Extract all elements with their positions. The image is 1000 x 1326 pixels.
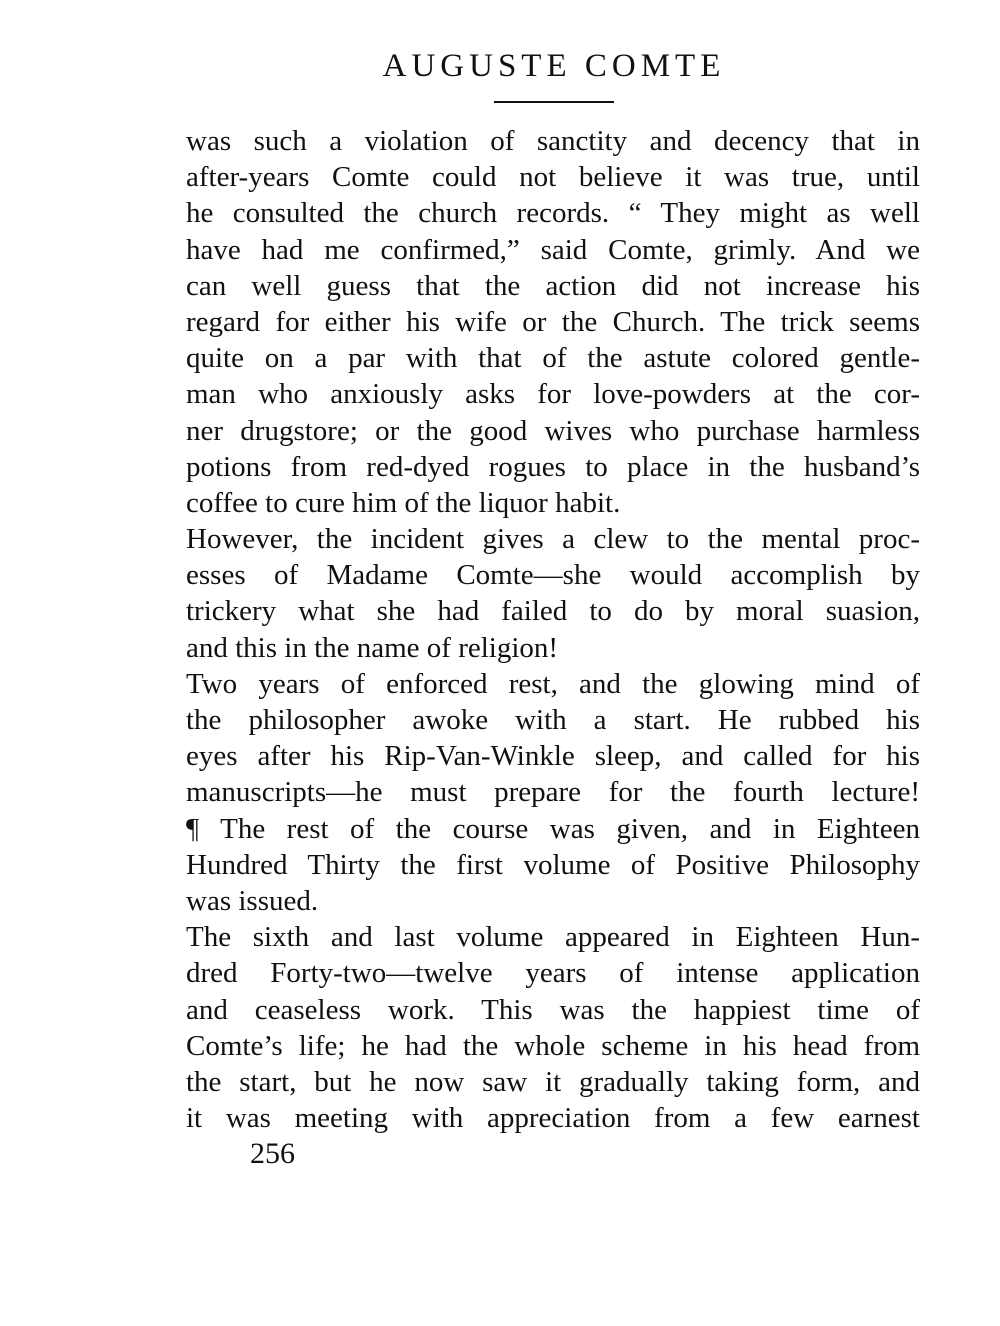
text-line: quite on a par with that of the astute colored gentle- [186,342,920,375]
text-line: the start, but he now saw it gradually taking form, and [186,1065,920,1098]
text-line: and ceaseless work. This was the happiest time of [186,993,920,1026]
text-line: can well guess that the action did not increase his [186,269,920,302]
text-line: the philosopher awoke with a start. He rubbed his [186,704,920,736]
text-line: regard for either his wife or the Church. The trick seems [186,305,920,338]
text-line: Hundred Thirty the first volume of Positive Philosophy [186,848,920,881]
text-line: ¶ The rest of the course was given, and in Eighteen [186,812,920,845]
text-line: coffee to cure him of the liquor habit. [186,486,621,519]
text-line: Comte’s life; he had the whole scheme in his head from [186,1029,920,1062]
running-title: AUGUSTE COMTE [382,48,726,84]
page-number: 256 [250,1137,295,1170]
text-line: esses of Madame Comte—she would accomplish by [186,559,920,592]
text-line: manuscripts—he must prepare for the fourth lecture! [186,776,920,809]
text-line: The sixth and last volume appeared in Eighteen Hun- [186,921,920,954]
text-line: dred Forty-two—twelve years of intense application [186,957,920,990]
text-line: However, the incident gives a clew to the mental proc- [186,523,920,556]
text-line: was issued. [186,884,319,917]
text-line: have had me confirmed,” said Comte, grimly. And we [186,233,920,266]
page-header [0,46,1000,86]
text-line: it was meeting with appreciation from a few earnest [186,1102,920,1135]
body-text [186,123,920,1136]
text-line: after-years Comte could not believe it was true, until [186,161,920,194]
text-line: man who anxiously asks for love-powders at the cor- [186,378,920,411]
text-line: ner drugstore; or the good wives who purchase harmless [186,414,920,447]
header-rule [494,101,614,103]
text-line: Two years of enforced rest, and the glowing mind of [186,667,920,700]
text-line: eyes after his Rip-Van-Winkle sleep, and called for his [186,740,920,773]
text-line: trickery what she had failed to do by moral suasion, [186,595,920,628]
text-line: was such a violation of sanctity and decency that in [186,125,920,157]
text-line: and this in the name of religion! [186,631,559,664]
text-line: potions from red-dyed rogues to place in the husband’s [186,450,920,483]
text-line: he consulted the church records. “ They might as well [186,197,920,230]
